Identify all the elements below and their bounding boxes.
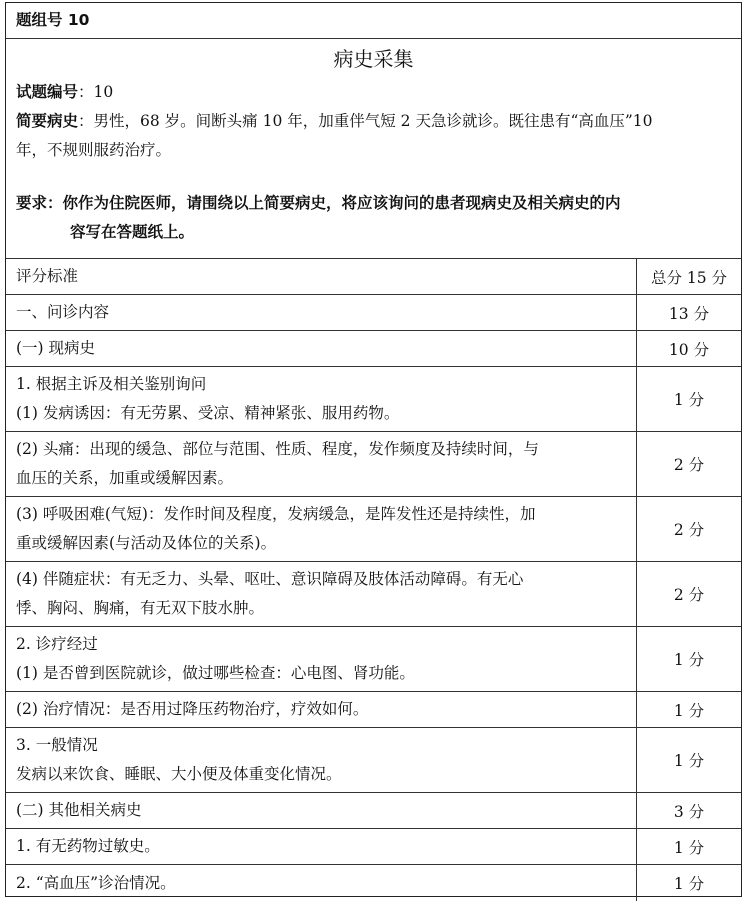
table-header — [6, 259, 741, 295]
table-row — [6, 793, 741, 829]
criteria-cell — [6, 865, 637, 901]
table-row — [6, 432, 741, 497]
criteria-line: 发病以来饮食、睡眠、大小便及体重变化情况。 — [16, 765, 342, 783]
table-row — [6, 728, 741, 793]
criteria-line: 悸、胸闷、胸痛，有无双下肢水肿。 — [16, 599, 265, 617]
criteria-cell — [6, 432, 637, 496]
score-cell: 1 分 — [673, 651, 705, 669]
group-label: 题组号 10 — [16, 11, 90, 29]
table-row — [6, 865, 741, 901]
exam-number — [6, 78, 741, 107]
criteria-line: 1. 有无药物过敏史。 — [16, 837, 160, 855]
score-cell: 2 分 — [673, 456, 705, 474]
table-row — [6, 295, 741, 331]
criteria-cell — [6, 793, 637, 828]
score-cell: 2 分 — [673, 586, 705, 604]
criteria-cell — [6, 829, 637, 864]
total-score-header: 总分 15 分 — [650, 268, 728, 287]
criteria-line: 一、问诊内容 — [16, 303, 110, 321]
criteria-header: 评分标准 — [6, 259, 637, 294]
requirement-line-1: 要求：你作为住院医师，请围绕以上简要病史，将应该询问的患者现病史及相关病史的内 — [16, 194, 621, 212]
criteria-line: (2) 头痛：出现的缓急、部位与范围、性质、程度，发作频度及持续时间，与 — [16, 440, 539, 458]
criteria-line: 重或缓解因素(与活动及体位的关系)。 — [16, 534, 277, 552]
criteria-line: (一) 现病史 — [16, 339, 96, 357]
exam-number-value: ：10 — [78, 83, 114, 101]
criteria-line: (1) 是否曾到医院就诊，做过哪些检查：心电图、肾功能。 — [16, 664, 415, 682]
score-cell: 1 分 — [673, 875, 705, 893]
brief-history — [6, 107, 741, 165]
score-cell: 13 分 — [668, 304, 710, 323]
page-title: 病史采集 — [333, 47, 414, 71]
criteria-line: (二) 其他相关病史 — [16, 801, 142, 819]
requirement — [6, 189, 741, 247]
exam-sheet — [5, 2, 742, 897]
criteria-line: (3) 呼吸困难(气短)：发作时间及程度，发病缓急，是阵发性还是持续性，加 — [16, 505, 536, 523]
table-row — [6, 692, 741, 728]
criteria-line: (1) 发病诱因：有无劳累、受凉、精神紧张、服用药物。 — [16, 404, 400, 422]
criteria-cell — [6, 295, 637, 330]
criteria-cell — [6, 627, 637, 691]
table-row — [6, 562, 741, 627]
criteria-cell — [6, 497, 637, 561]
table-row — [6, 829, 741, 865]
table-row — [6, 497, 741, 562]
score-cell: 3 分 — [673, 802, 705, 821]
score-cell: 1 分 — [673, 838, 705, 857]
criteria-line: 1. 根据主诉及相关鉴别询问 — [16, 375, 207, 393]
criteria-cell — [6, 692, 637, 727]
case-info — [6, 39, 741, 259]
score-cell: 10 分 — [668, 340, 710, 359]
history-line-2: 年，不规则服药治疗。 — [16, 141, 172, 159]
criteria-cell — [6, 562, 637, 626]
criteria-line: 3. 一般情况 — [16, 736, 98, 754]
requirement-line-2: 容写在答题纸上。 — [70, 223, 195, 241]
criteria-line: (4) 伴随症状：有无乏力、头晕、呕吐、意识障碍及肢体活动障碍。有无心 — [16, 570, 524, 588]
criteria-cell — [6, 331, 637, 366]
score-cell: 1 分 — [673, 701, 705, 720]
table-row — [6, 331, 741, 367]
table-row — [6, 627, 741, 692]
criteria-cell — [6, 367, 637, 431]
exam-number-label: 试题编号 — [16, 83, 79, 101]
table-row — [6, 367, 741, 432]
group-header — [6, 3, 741, 39]
criteria-cell — [6, 728, 637, 792]
criteria-line: (2) 治疗情况：是否用过降压药物治疗，疗效如何。 — [16, 700, 369, 718]
history-label: 简要病史 — [16, 112, 79, 130]
history-line-1: ：男性，68 岁。间断头痛 10 年，加重伴气短 2 天急诊就诊。既往患有“高血压”10 — [78, 112, 653, 130]
score-cell: 1 分 — [673, 752, 705, 770]
criteria-line: 血压的关系，加重或缓解因素。 — [16, 469, 234, 487]
score-cell: 1 分 — [673, 391, 705, 409]
criteria-line: 2. “高血压”诊治情况。 — [16, 873, 176, 892]
score-cell: 2 分 — [673, 521, 705, 539]
criteria-line: 2. 诊疗经过 — [16, 635, 98, 653]
